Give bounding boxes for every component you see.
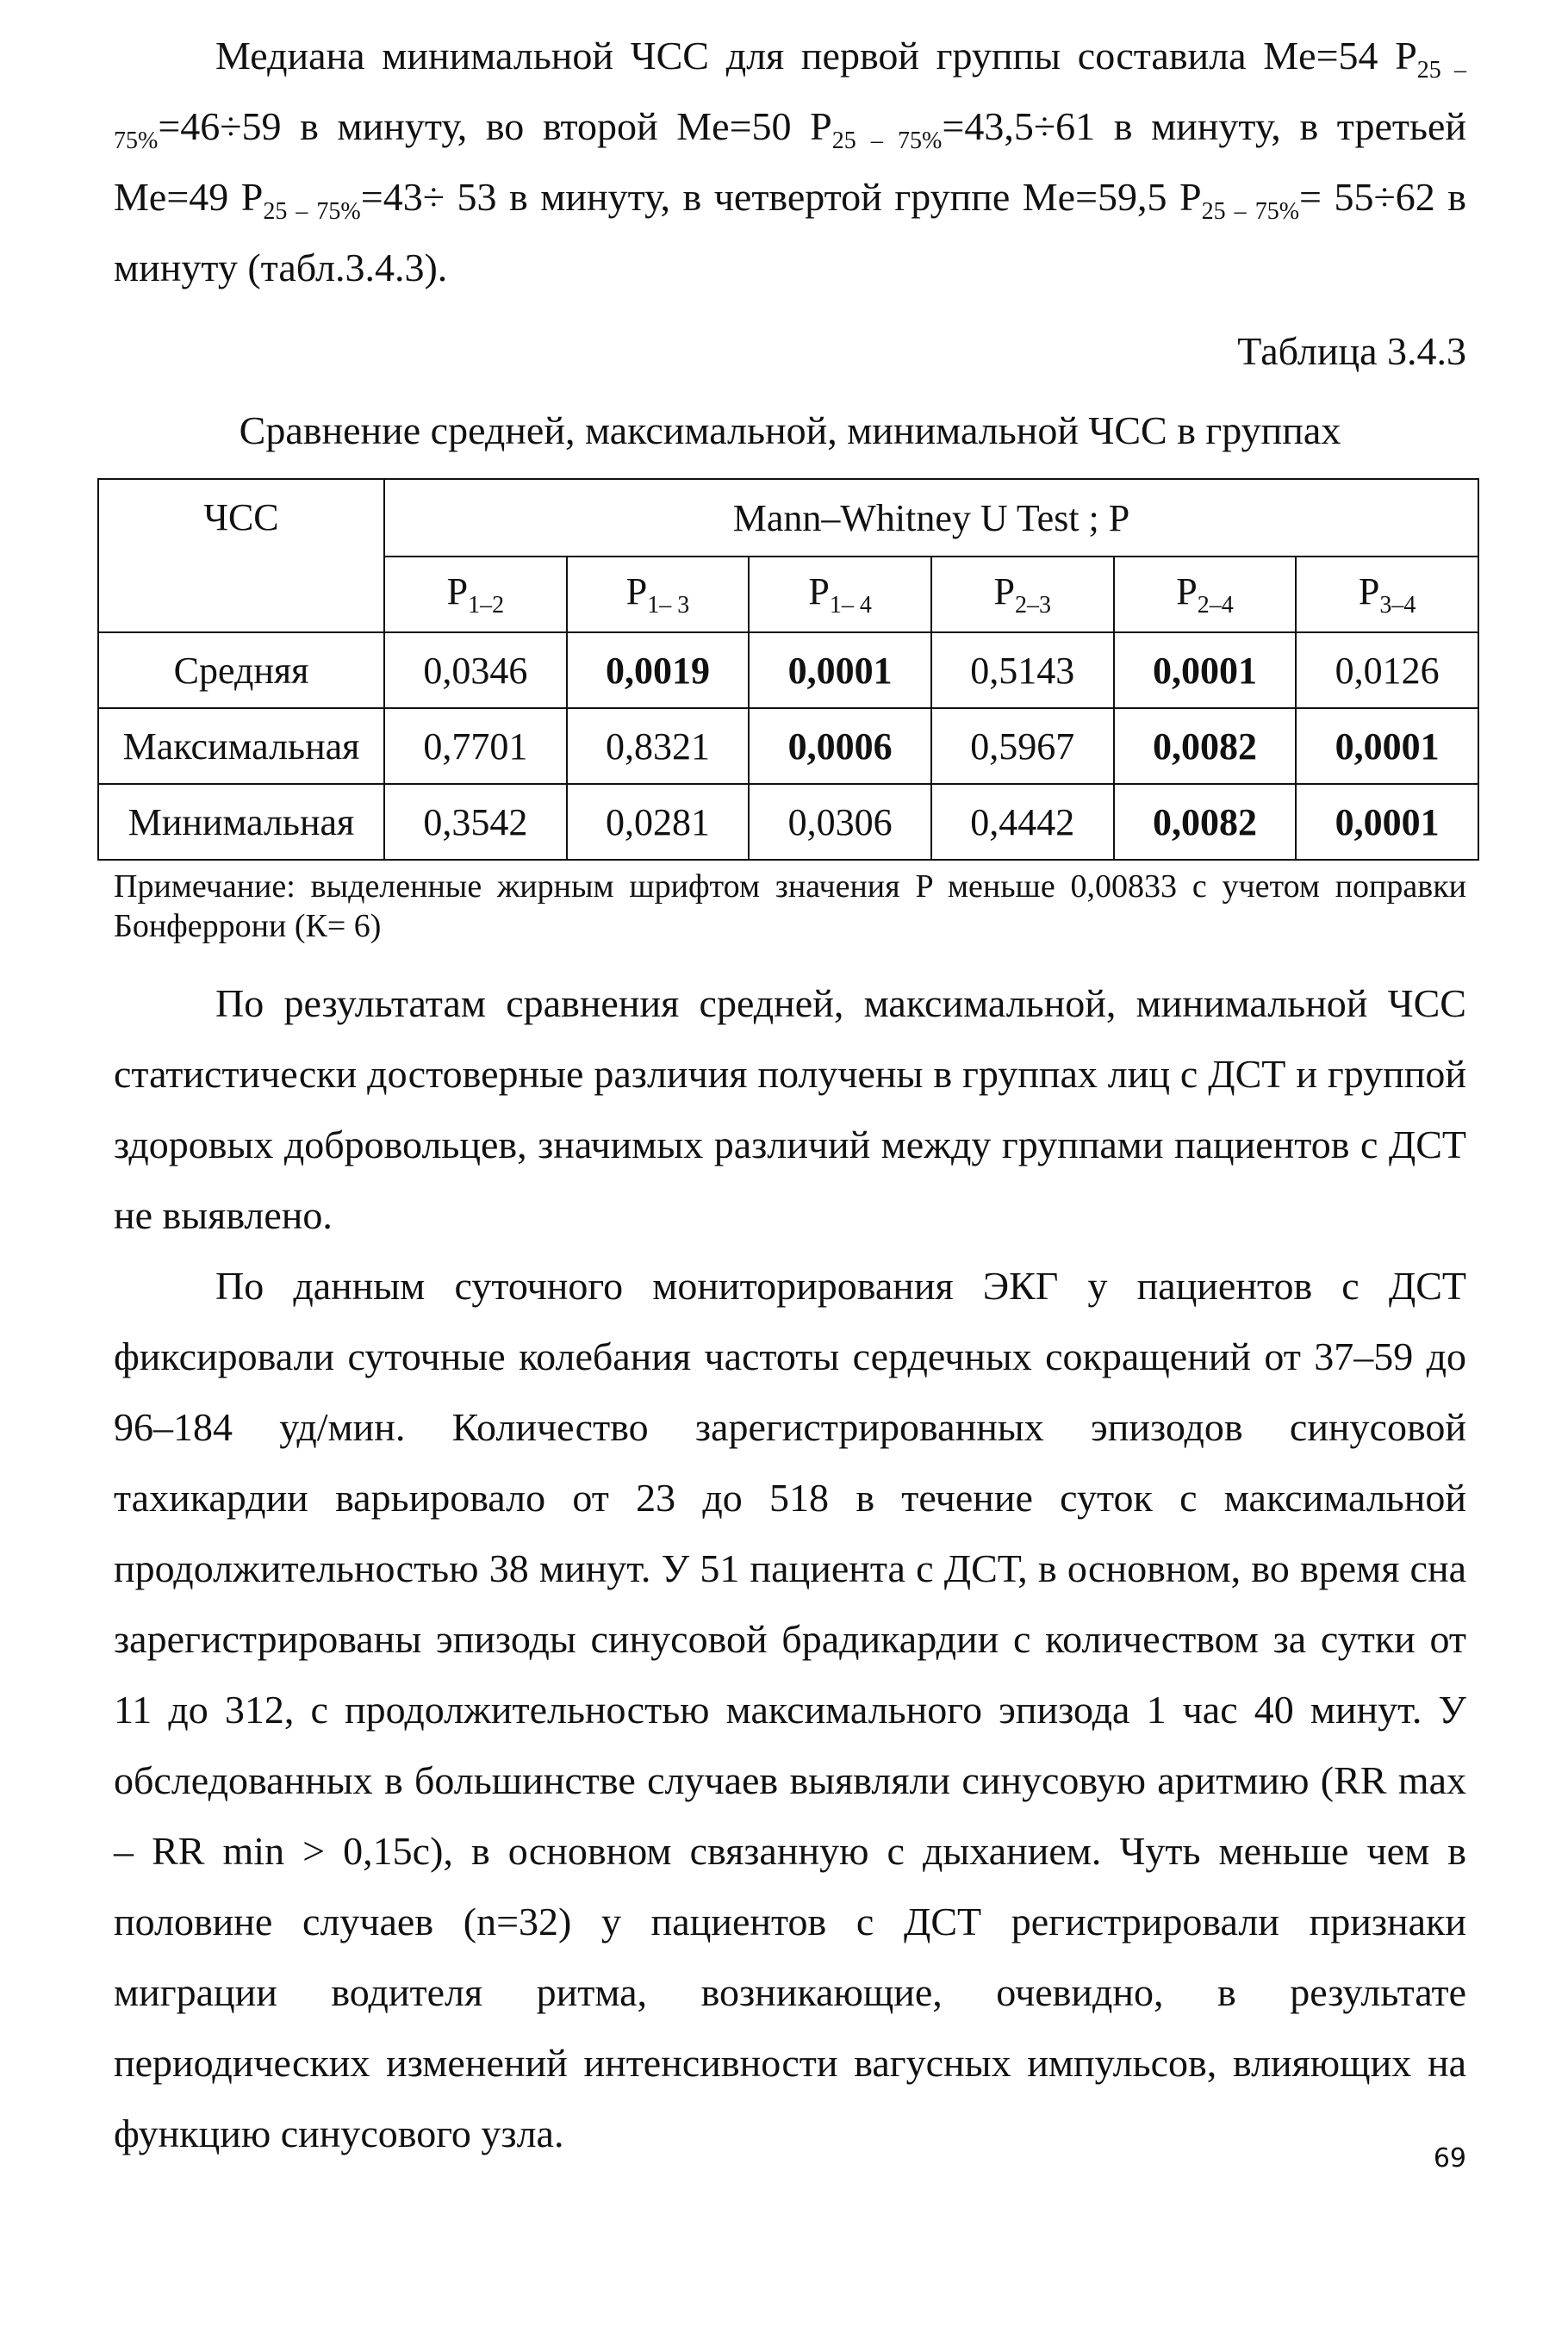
column-header (567, 557, 750, 632)
table-row (98, 784, 1478, 860)
intro-paragraph (114, 21, 1466, 303)
column-header-base: P (808, 570, 830, 613)
results-paragraph (114, 968, 1466, 1251)
table-note: Примечание: выделенные жирным шрифтом значения P меньше 0,00833 с учетом поправки Бонферрони (К= 6) (114, 868, 1466, 944)
column-header-sub: 1– 3 (647, 591, 690, 619)
value-cell: 0,0126 (1296, 632, 1478, 708)
column-header-sub: 2–3 (1015, 591, 1052, 619)
value-cell: 0,3542 (384, 784, 567, 860)
value-cell: 0,0001 (1296, 708, 1478, 784)
intro-sub-2: 25 – 75% (831, 127, 943, 155)
table-title: Сравнение средней, максимальной, минимальной ЧСС в группах (239, 408, 1341, 452)
column-header-base: P (1358, 570, 1380, 613)
intro-sub-4: 25 – 75% (1201, 198, 1300, 226)
table-corner-cell: ЧСС (98, 479, 384, 632)
column-header-base: P (993, 570, 1016, 613)
row-label: Минимальная (98, 784, 384, 860)
results-text: По результатам сравнения средней, максимальной, минимальной ЧСС статистически достоверные различия получены в группах лиц с ДСТ и группой здоровых добровольцев, значимых различий между группами пациентов с ДСТ не выявлено. (114, 981, 1466, 1237)
column-header-sub: 1–2 (468, 591, 505, 619)
value-cell: 0,0006 (749, 708, 931, 784)
value-cell: 0,0001 (749, 632, 931, 708)
page-number: 69 (1433, 2143, 1466, 2174)
monitoring-text: По данным суточного мониторирования ЭКГ у пациентов с ДСТ фиксировали суточные колебания частоты сердечных сокращений от 37–59 до 96–184 уд/мин. Количество зарегистрированных эпизодов синусовой тахикардии варьировало от 23 до 518 в течение суток с максимальной продолжительностью 38 минут. У 51 пациента с ДСТ, в основном, во время сна зарегистрированы эпизоды синусовой брадикардии с количеством за сутки от 11 до 312, с продолжительностью максимального эпизода 1 час 40 минут. У обследованных в большинстве случаев выявляли синусовую аритмию (RR max – RR min > 0,15с), в основном связанную с дыханием. Чуть меньше чем в половине случаев (n=32) у пациентов с ДСТ регистрировали признаки миграции водителя ритма, возникающие, очевидно, в результате периодических изменений интенсивности вагусных импульсов, влияющих на функцию синусового узла. (114, 1264, 1466, 2155)
table-number: Таблица 3.4.3 (1237, 329, 1466, 373)
column-header (384, 557, 567, 632)
value-cell: 0,5967 (931, 708, 1114, 784)
value-cell: 0,8321 (567, 708, 750, 784)
column-header-base: P (1176, 570, 1198, 613)
intro-text-2: =46÷59 в минуту, во второй Me=50 P (158, 104, 832, 148)
row-label: Средняя (98, 632, 384, 708)
table-row (98, 632, 1478, 708)
table-row (98, 708, 1478, 784)
value-cell: 0,0082 (1114, 784, 1297, 860)
column-header-sub: 2–4 (1197, 591, 1234, 619)
column-header-sub: 1– 4 (829, 591, 872, 619)
column-header-base: P (446, 570, 469, 613)
value-cell: 0,7701 (384, 708, 567, 784)
value-cell: 0,5143 (931, 632, 1114, 708)
value-cell: 0,0001 (1114, 632, 1297, 708)
column-header-base: P (625, 570, 648, 613)
value-cell: 0,0281 (567, 784, 750, 860)
intro-sub-3: 25 – 75% (263, 198, 361, 226)
column-header (1114, 557, 1297, 632)
column-header (931, 557, 1114, 632)
monitoring-paragraph (114, 1251, 1466, 2169)
intro-text-3: =43,5÷61 в минуту, в третьей Me=49 P (114, 104, 1466, 219)
column-header (749, 557, 931, 632)
value-cell: 0,0082 (1114, 708, 1297, 784)
column-header-sub: 3–4 (1379, 591, 1416, 619)
row-label: Максимальная (98, 708, 384, 784)
intro-text-5: = 55÷62 в минуту (табл.3.4.3). (114, 175, 1466, 289)
value-cell: 0,0001 (1296, 784, 1478, 860)
value-cell: 0,0019 (567, 632, 750, 708)
column-header (1296, 557, 1478, 632)
value-cell: 0,0306 (749, 784, 931, 860)
comparison-table (97, 478, 1479, 861)
intro-sub-1: 25 – 75% (114, 57, 1466, 155)
table-test-header: Mann–Whitney U Test ; P (384, 479, 1478, 557)
intro-text-1: Медиана минимальной ЧСС для первой группы составила Me=54 P (215, 34, 1417, 78)
intro-text-4: =43÷ 53 в минуту, в четвертой группе Me=59,5 P (360, 175, 1202, 219)
table-header-row (98, 479, 1478, 557)
value-cell: 0,0346 (384, 632, 567, 708)
value-cell: 0,4442 (931, 784, 1114, 860)
